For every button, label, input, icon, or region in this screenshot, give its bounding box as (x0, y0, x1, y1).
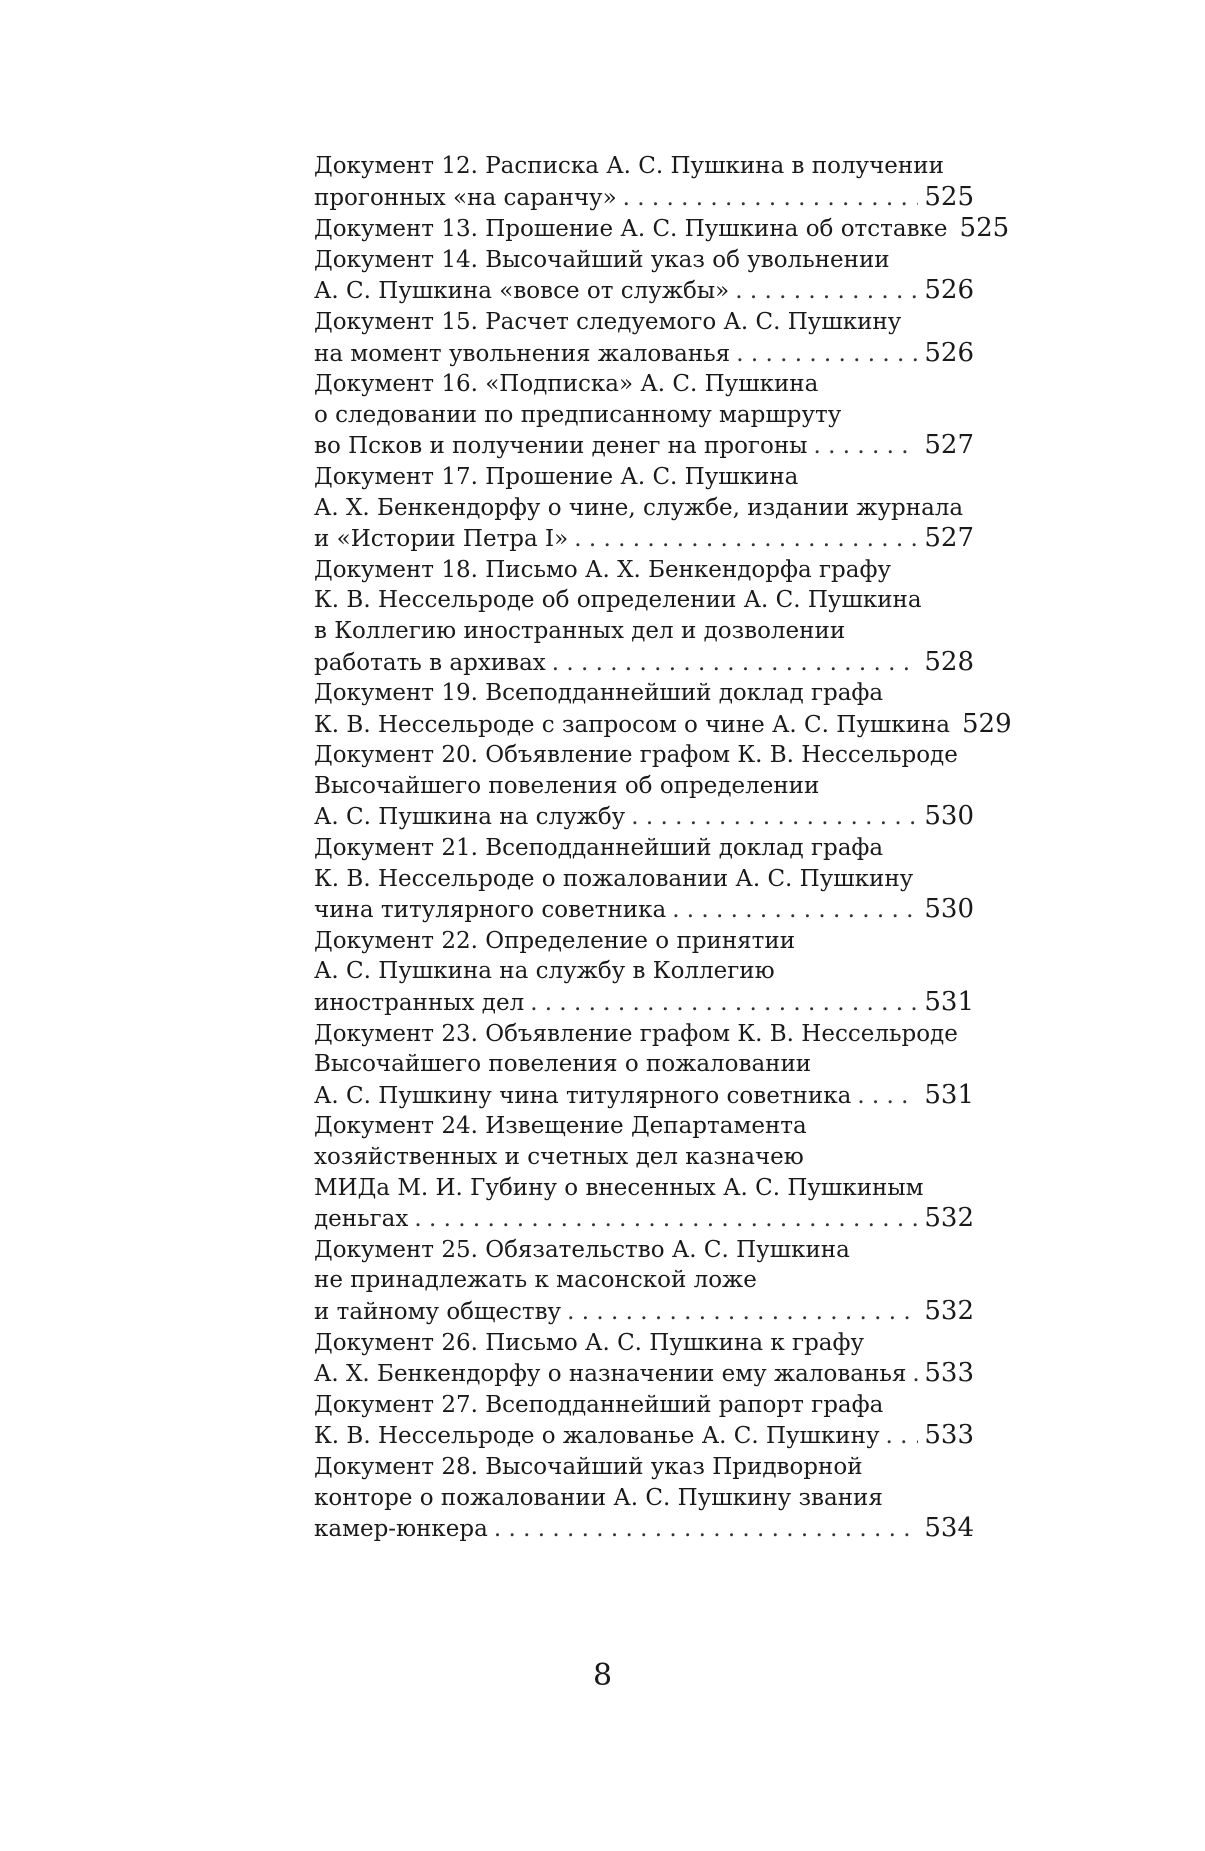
toc-entry (314, 1328, 974, 1390)
toc-entry-last-line (314, 213, 1010, 245)
toc-entry-title-end: чина титулярного советника (314, 897, 667, 924)
dot-leader (813, 431, 918, 462)
toc-page-number: 525 (959, 213, 1010, 244)
toc-entry-title-end: камер-юнкера (314, 1516, 488, 1543)
dot-leader (736, 339, 918, 370)
toc-entry-line: о следовании по предписанному маршруту (314, 401, 842, 428)
toc-entry-last-line (314, 523, 974, 555)
toc-entry-line: Высочайшего повеления о пожаловании (314, 1051, 812, 1078)
toc-entry-last-line (314, 275, 974, 307)
toc-entry-title-end: иностранных дел (314, 990, 525, 1017)
toc-entry-line: А. С. Пушкина на службу в Коллегию (314, 958, 775, 985)
toc-entry (314, 678, 1012, 740)
toc-entry-line: конторе о пожаловании А. С. Пушкину звания (314, 1484, 883, 1511)
toc-page-number: 530 (924, 894, 974, 925)
toc-entry (314, 555, 974, 678)
dot-leader (552, 648, 919, 679)
toc-entry-line: Документ 25. Обязательство А. С. Пушкина (314, 1236, 850, 1263)
toc-entry-line: Высочайшего повеления об определении (314, 772, 820, 799)
toc-entry-line: Документ 28. Высочайший указ Придворной (314, 1453, 863, 1480)
toc-entry-title-end: и «Истории Петра I» (314, 526, 569, 553)
toc-page-number: 529 (961, 708, 1012, 739)
toc-entry-last-line (314, 1203, 974, 1235)
toc-entry-title-end: и тайному обществу (314, 1298, 562, 1325)
toc-entry-last-line (314, 987, 974, 1019)
toc-page-number: 532 (924, 1203, 974, 1234)
toc-entry-line: Документ 19. Всеподданнейший доклад графа (314, 680, 884, 707)
toc-entry-line: А. Х. Бенкендорфу о чине, службе, издании журнала (314, 494, 964, 521)
toc-page-number: 526 (924, 337, 974, 368)
toc-entry (314, 926, 974, 1019)
toc-entry-line: хозяйственных и счетных дел казначею (314, 1144, 804, 1170)
toc-entry-line: Документ 24. Извещение Департамента (314, 1113, 807, 1140)
toc-entry-line: Документ 20. Объявление графом К. В. Нессельроде (314, 742, 958, 769)
toc-entry-line: Документ 18. Письмо А. Х. Бенкендорфа графу (314, 556, 892, 583)
dot-leader (530, 988, 918, 1019)
page-number: 8 (592, 1658, 613, 1693)
toc-entry-title-end: А. С. Пушкина «вовсе от службы» (314, 278, 730, 305)
toc-entry-last-line (314, 801, 974, 833)
toc-page-number: 528 (924, 646, 974, 677)
toc-entry (314, 307, 974, 369)
toc-entry-last-line (314, 338, 974, 370)
toc-entry-title-end: К. В. Нессельроде с запросом о чине А. С. Пушкина (314, 711, 950, 738)
toc-entry-title-end: А. С. Пушкину чина титулярного советника (314, 1082, 852, 1109)
toc-entry-last-line (314, 1420, 974, 1452)
toc-entry (314, 1019, 974, 1112)
dot-leader (414, 1204, 918, 1235)
toc-entry-title-end: А. Х. Бенкендорфу о назначении ему жалованья (314, 1361, 907, 1388)
toc-entry-last-line (314, 182, 974, 214)
toc-entry-line: Документ 22. Определение о принятии (314, 927, 796, 954)
toc-entry-title-end: Документ 13. Прошение А. С. Пушкина об отставке (314, 216, 948, 243)
toc-entry-line: Документ 17. Прошение А. С. Пушкина (314, 463, 799, 490)
dot-leader (857, 1081, 918, 1112)
toc-entry-line: Документ 21. Всеподданнейший доклад графа (314, 835, 884, 862)
toc-entry-line: Документ 16. «Подписка» А. С. Пушкина (314, 371, 819, 398)
dot-leader (672, 895, 918, 926)
toc-entry (314, 151, 974, 213)
toc-page-number: 531 (924, 1079, 974, 1110)
toc-entry-title-end: деньгах (314, 1206, 409, 1233)
toc-entry-line: в Коллегию иностранных дел и дозволении (314, 617, 846, 644)
dot-leader (574, 524, 918, 555)
dot-leader (623, 183, 919, 214)
toc-entry-line: не принадлежать к масонской ложе (314, 1267, 757, 1294)
toc-page-number: 532 (924, 1295, 974, 1326)
toc-entry (314, 1452, 974, 1545)
toc-entry-title-end: во Псков и получении денег на прогоны (314, 433, 808, 460)
toc-entry-last-line (314, 1513, 974, 1545)
dot-leader (886, 1421, 919, 1452)
toc-entry-last-line (314, 708, 1012, 741)
toc-entry (314, 740, 974, 833)
toc-entry-last-line (314, 1358, 974, 1390)
toc-entry-title-end: К. В. Нессельроде о жалованье А. С. Пушкину (314, 1423, 880, 1450)
toc-entry-line: Документ 14. Высочайший указ об увольнении (314, 246, 890, 273)
toc-entry (314, 213, 1010, 245)
toc-entry (314, 833, 974, 926)
toc-page-number: 533 (924, 1358, 974, 1389)
dot-leader (567, 1297, 918, 1328)
toc-page-number: 531 (924, 987, 974, 1018)
toc-entry-last-line (314, 894, 974, 926)
toc-entry-line: К. В. Нессельроде об определении А. С. Пушкина (314, 587, 922, 614)
toc-page-number: 530 (924, 801, 974, 832)
toc-entry-line: Документ 23. Объявление графом К. В. Нессельроде (314, 1020, 958, 1047)
dot-leader (494, 1514, 919, 1545)
toc-entry (314, 1235, 974, 1328)
toc-entry-line: Документ 26. Письмо А. С. Пушкина к графу (314, 1329, 865, 1356)
toc-entry-last-line (314, 1080, 974, 1112)
dot-leader (631, 802, 918, 833)
toc-page-number: 533 (924, 1420, 974, 1451)
toc-entry-title-end: прогонных «на саранчу» (314, 184, 617, 211)
toc-page-number: 527 (924, 523, 974, 554)
toc-entry-line: Документ 15. Расчет следуемого А. С. Пушкину (314, 308, 902, 335)
toc-page-number: 526 (924, 275, 974, 306)
toc-page-number: 534 (924, 1513, 974, 1544)
toc-entry-line: Документ 12. Расписка А. С. Пушкина в получении (314, 153, 944, 179)
toc-entry-last-line (314, 647, 974, 679)
dot-leader (912, 1359, 918, 1390)
toc-entry (314, 369, 974, 462)
dot-leader (735, 276, 918, 307)
toc-entry (314, 462, 974, 555)
toc-entry-last-line (314, 1296, 974, 1328)
toc-entry (314, 1111, 974, 1234)
toc-page-number: 525 (924, 181, 974, 212)
toc-entry (314, 1390, 974, 1452)
table-of-contents (314, 151, 1012, 1545)
toc-entry-title-end: работать в архивах (314, 649, 546, 676)
toc-entry-title-end: на момент увольнения жалованья (314, 340, 731, 367)
toc-entry-title-end: А. С. Пушкина на службу (314, 804, 626, 831)
toc-entry-line: К. В. Нессельроде о пожаловании А. С. Пушкину (314, 865, 914, 892)
toc-entry-line: Документ 27. Всеподданнейший рапорт графа (314, 1391, 884, 1418)
toc-entry-line: МИДа М. И. Губину о внесенных А. С. Пушкиным (314, 1174, 924, 1201)
toc-entry-last-line (314, 430, 974, 462)
toc-entry (314, 245, 974, 307)
toc-page-number: 527 (924, 430, 974, 461)
